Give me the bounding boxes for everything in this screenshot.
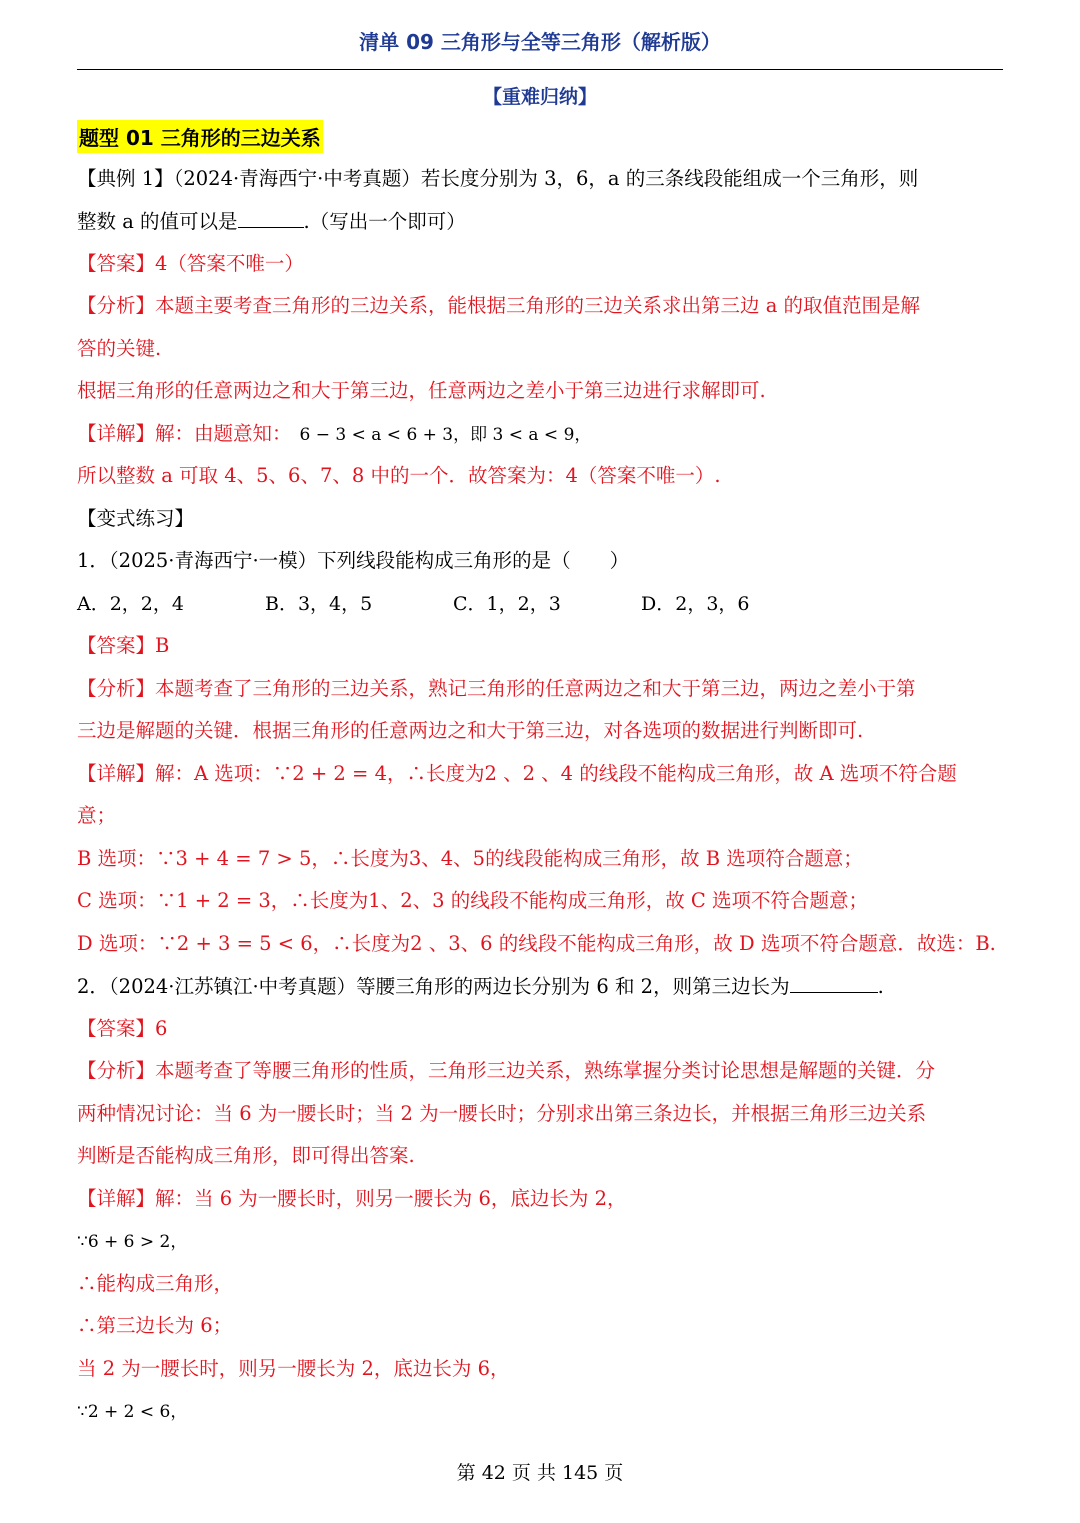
example-line-2-tail: .（写出一个即可）: [303, 210, 466, 233]
example-line-2: [77, 207, 466, 236]
q2-detail-2: ∵6 + 6 > 2，: [77, 1232, 188, 1252]
q1-option-c: C．1，2，3: [453, 593, 561, 615]
document-title: 清单 09 三角形与全等三角形（解析版）: [359, 30, 721, 54]
q1-detail-c: C 选项：∵1 + 2 = 3，∴长度为1、2、3 的线段不能构成三角形，故 C 选项不符合题意；: [77, 889, 869, 912]
q2-detail-5: 当 2 为一腰长时，则另一腰长为 2，底边长为 6，: [77, 1357, 510, 1380]
example-detail-2: 所以整数 a 可取 4、5、6、7、8 中的一个．故答案为：4（答案不唯一）.: [77, 464, 721, 487]
q1-answer: 【答案】B: [77, 634, 170, 657]
header-divider: [77, 69, 1003, 70]
example-line-1: 【典例 1】（2024·青海西宁·中考真题）若长度分别为 3，6，a 的三条线段能组成一个三角形，则: [77, 167, 919, 190]
answer-blank: [238, 207, 304, 228]
practice-heading: 【变式练习】: [77, 507, 195, 530]
example-detail: [77, 420, 591, 449]
q2-detail-1: 【详解】解：当 6 为一腰长时，则另一腰长为 6，底边长为 2，: [77, 1187, 627, 1210]
page-footer: 第 42 页 共 145 页: [456, 1462, 624, 1484]
example-detail-math: 6 − 3 < a < 6 + 3，即 3 < a < 9，: [299, 425, 592, 445]
q1-analysis-2: 三边是解题的关键．根据三角形的任意两边之和大于第三边，对各选项的数据进行判断即可.: [77, 719, 864, 742]
q2-stem-tail: .: [877, 975, 884, 998]
q2-answer-blank: [790, 972, 878, 993]
q2-analysis-2: 两种情况讨论：当 6 为一腰长时；当 2 为一腰长时；分别求出第三条边长，并根据三角形三边关系: [77, 1102, 927, 1125]
q1-options: [77, 590, 1007, 618]
q1-detail-end: 意；: [77, 804, 117, 827]
question-type-heading: 题型 01 三角形的三边关系: [77, 120, 323, 153]
q1-analysis-1: 【分析】本题考查了三角形的三边关系，熟记三角形的任意两边之和大于第三边，两边之差小于第: [77, 677, 916, 700]
q1-detail-d: D 选项：∵2 + 3 = 5 < 6，∴长度为2 、3、6 的线段不能构成三角形，故 D 选项不符合题意．故选：B.: [77, 932, 996, 955]
q1-detail-tag: 【详解】解：A 选项：: [77, 762, 273, 785]
q2-detail-3: ∴能构成三角形，: [77, 1272, 234, 1295]
q1-detail: [77, 760, 957, 788]
q1-option-b: B．3，4，5: [265, 593, 373, 615]
q2-stem: [77, 972, 884, 1001]
example-detail-tag: 【详解】解：由题意知：: [77, 422, 292, 445]
example-line-2-text: 整数 a 的值可以是: [77, 210, 238, 233]
q1-detail-b: B 选项：∵3 + 4 = 7 > 5，∴长度为3、4、5的线段能构成三角形，故 B 选项符合题意；: [77, 847, 863, 870]
q1-option-d: D．2，3，6: [641, 593, 750, 615]
q1-stem: 1．（2025·青海西宁·一模）下列线段能构成三角形的是（ ）: [77, 549, 630, 572]
q1-option-a: A．2，2，4: [77, 593, 184, 615]
q2-stem-text: 2．（2024·江苏镇江·中考真题）等腰三角形的两边长分别为 6 和 2，则第三边长为: [77, 975, 790, 998]
q2-detail-4: ∴第三边长为 6；: [77, 1314, 233, 1337]
q1-detail-a: ∵2 + 2 = 4，∴长度为2 、2 、4 的线段不能构成三角形，故 A 选项不符合题: [272, 762, 957, 785]
example-answer: 【答案】4（答案不唯一）: [77, 252, 304, 275]
q2-analysis-1: 【分析】本题考查了等腰三角形的性质，三角形三边关系，熟练掌握分类讨论思想是解题的关键．分: [77, 1059, 936, 1082]
example-analysis-2: 答的关键.: [77, 337, 162, 360]
example-analysis-3: 根据三角形的任意两边之和大于第三边，任意两边之差小于第三边进行求解即可.: [77, 379, 766, 402]
section-title: 【重难归纳】: [482, 86, 597, 108]
q2-detail-6: ∵2 + 2 < 6，: [77, 1402, 188, 1422]
q2-answer: 【答案】6: [77, 1017, 168, 1040]
example-analysis-1: 【分析】本题主要考查三角形的三边关系，能根据三角形的三边关系求出第三边 a 的取值范围是解: [77, 294, 921, 317]
q2-analysis-3: 判断是否能构成三角形，即可得出答案.: [77, 1144, 415, 1167]
